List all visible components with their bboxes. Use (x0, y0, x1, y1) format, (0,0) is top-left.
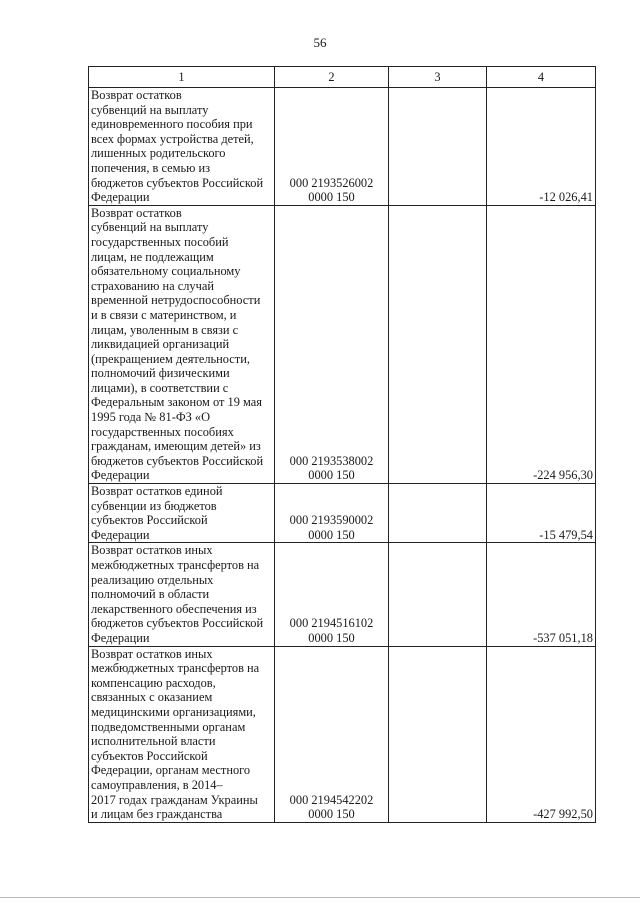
row-code: 000 2194542202 0000 150 (275, 646, 389, 822)
header-col-3: 3 (389, 67, 487, 88)
row-col3 (389, 543, 487, 646)
row-amount: -537 051,18 (487, 543, 596, 646)
row-name: Возврат остатков субвенций на выплату единовременного пособия при всех формах устройства детей, лишенных родительского попечения, в семью из бюджетов субъектов Российской Федерации (89, 88, 275, 206)
page-edge-divider (0, 897, 640, 898)
header-col-2: 2 (275, 67, 389, 88)
header-col-1: 1 (89, 67, 275, 88)
table-row (89, 205, 596, 483)
header-col-4: 4 (487, 67, 596, 88)
row-name: Возврат остатков единой субвенции из бюджетов субъектов Российской Федерации (89, 484, 275, 543)
budget-table (88, 66, 596, 823)
table-row (89, 484, 596, 543)
row-amount: -427 992,50 (487, 646, 596, 822)
header-row (89, 67, 596, 88)
row-col3 (389, 646, 487, 822)
row-amount: -12 026,41 (487, 88, 596, 206)
row-code: 000 2193526002 0000 150 (275, 88, 389, 206)
row-col3 (389, 205, 487, 483)
row-name: Возврат остатков иных межбюджетных трансфертов на компенсацию расходов, связанных с оказанием медицинскими организациями, подведомственными органам исполнительной власти субъектов Российской Федерации, органам местного самоуправления, в 2014– 2017 годах гражданам Украины и лицам без гражданства (89, 646, 275, 822)
row-col3 (389, 484, 487, 543)
table-row (89, 88, 596, 206)
page-number: 56 (313, 35, 327, 50)
row-col3 (389, 88, 487, 206)
row-amount: -224 956,30 (487, 205, 596, 483)
row-name: Возврат остатков субвенций на выплату государственных пособий лицам, не подлежащим обязательному социальному страхованию на случай временной нетрудоспособности и в связи с материнством, и лицам, уволенным в связи с ликвидацией организаций (прекращением деятельности, полномочий физическими лицами), в соответствии с Федеральным законом от 19 мая 1995 года № 81-ФЗ «О государственных пособиях гражданам, имеющим детей» из бюджетов субъектов Российской Федерации (89, 205, 275, 483)
table-row (89, 646, 596, 822)
row-code: 000 2193538002 0000 150 (275, 205, 389, 483)
row-code: 000 2193590002 0000 150 (275, 484, 389, 543)
table-row (89, 543, 596, 646)
row-code: 000 2194516102 0000 150 (275, 543, 389, 646)
row-name: Возврат остатков иных межбюджетных трансфертов на реализацию отдельных полномочий в области лекарственного обеспечения из бюджетов субъектов Российской Федерации (89, 543, 275, 646)
row-amount: -15 479,54 (487, 484, 596, 543)
